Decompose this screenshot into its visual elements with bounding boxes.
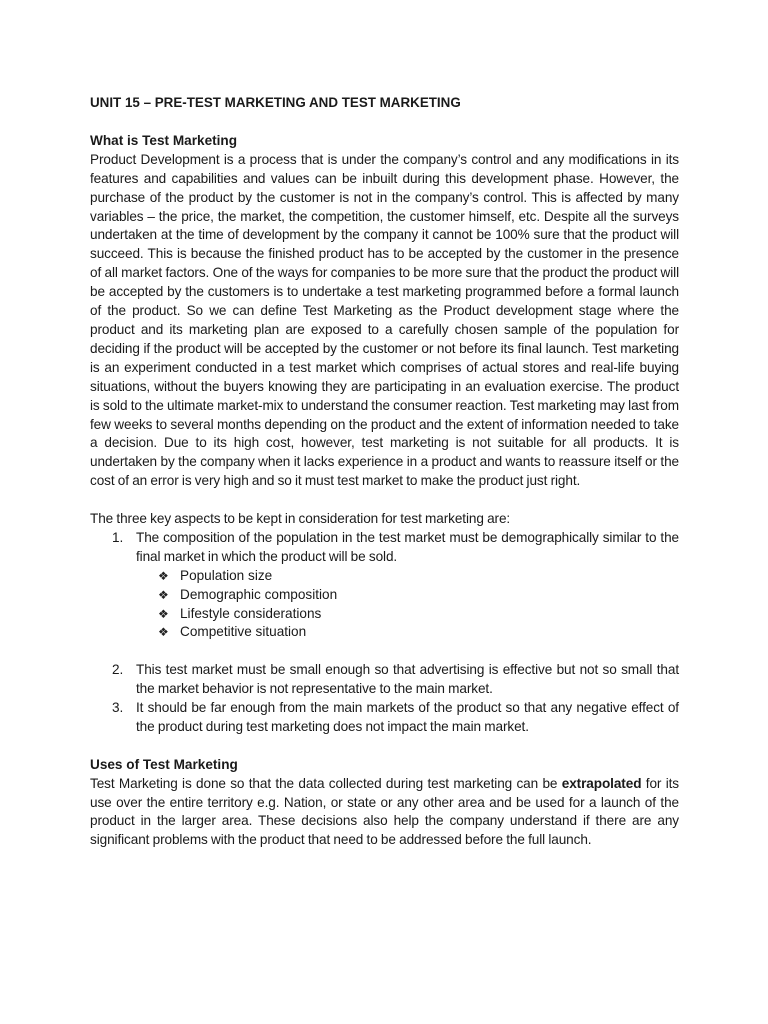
diamond-bullet-icon: ❖	[158, 625, 169, 640]
paragraph-spacer	[90, 642, 679, 661]
aspects-intro: The three key aspects to be kept in consideration for test marketing are:	[90, 511, 511, 527]
bullet-item	[90, 605, 679, 624]
section-body-what-is-test-marketing: Product Development is a process that is under the company’s control and any modifications in its features and capabilities and values can be inbuilt during this development phase. However, the purchase of the product by the customer is not in the company’s control. This is affected by many variables – the price, the market, the competition, the customer himself, etc. Despite all the surveys undertaken at the time of development by the company it cannot be 100% sure that the product will succeed. This is because the finished product has to be accepted by the customer in the presence of all market factors. One of the ways for companies to be more sure that the product the product will be accepted by the customers is to undertake a test marketing programmed before a formal launch of the product. So we can define Test Marketing as the Product development stage where the product and its marketing plan are exposed to a carefully chosen sample of the population for deciding if the product will be accepted by the customer or not before its final launch. Test marketing is an experiment conducted in a test market which comprises of actual stores and real-life buying situations, without the buyers knowing they are participating in an evaluation exercise. The product is sold to the ultimate market-mix to understand the consumer reaction. Test marketing may last from few weeks to several months depending on the product and the extent of information needed to take a decision. Due to its high cost, however, test marketing is not suitable for all products. It is undertaken by the company when it lacks experience in a product and wants to reassure itself or the cost of an error is very high and so it must test market to make the product just right.	[90, 151, 679, 489]
emphasis-text: extrapolated	[561, 775, 642, 791]
diamond-bullet-icon: ❖	[158, 568, 169, 583]
diamond-bullet-icon: ❖	[158, 606, 169, 621]
aspect-item-1	[90, 529, 679, 567]
bullet-item	[90, 567, 679, 586]
aspects-list-continued	[90, 661, 679, 737]
body-text: for its use over the entire territory e.g. Nation, or state or any other area and be used for a launch of the product in the larger area. These decisions also help the company understand if there are any significant problems with the product that need to be addressed before the full launch.	[90, 775, 679, 848]
bullet-item	[90, 623, 679, 642]
aspect-item-3	[90, 699, 679, 737]
paragraph-spacer	[90, 491, 679, 510]
aspect-text: This test market must be small enough so that advertising is effective but not so small that the market behavior is not representative to the main market.	[136, 662, 679, 697]
bullet-text: Lifestyle considerations	[180, 605, 322, 621]
bullet-text: Population size	[180, 567, 273, 583]
factor-bullet-list	[90, 567, 679, 643]
aspect-item-2	[90, 661, 679, 699]
bullet-text: Competitive situation	[180, 624, 307, 640]
section-body-uses-of-test-marketing	[90, 775, 679, 851]
body-text: Test Marketing is done so that the data collected during test marketing can be	[90, 775, 562, 791]
document-page	[90, 94, 679, 850]
unit-title: UNIT 15 – PRE-TEST MARKETING AND TEST MARKETING	[90, 95, 461, 110]
section-heading-what-is-test-marketing: What is Test Marketing	[90, 132, 238, 148]
bullet-text: Demographic composition	[180, 586, 338, 602]
list-number: 2.	[112, 662, 124, 678]
list-number: 3.	[112, 700, 124, 716]
list-number: 1.	[112, 529, 124, 545]
bullet-item	[90, 586, 679, 605]
diamond-bullet-icon: ❖	[158, 587, 169, 602]
aspect-text: It should be far enough from the main markets of the product so that any negative effect of the product during test marketing does not impact the main market.	[136, 700, 679, 734]
aspect-text: The composition of the population in the test market must be demographically similar to the final market in which the product will be sold.	[136, 529, 679, 564]
aspects-list	[90, 529, 679, 567]
paragraph-spacer	[90, 737, 679, 756]
section-heading-uses-of-test-marketing: Uses of Test Marketing	[90, 756, 238, 772]
